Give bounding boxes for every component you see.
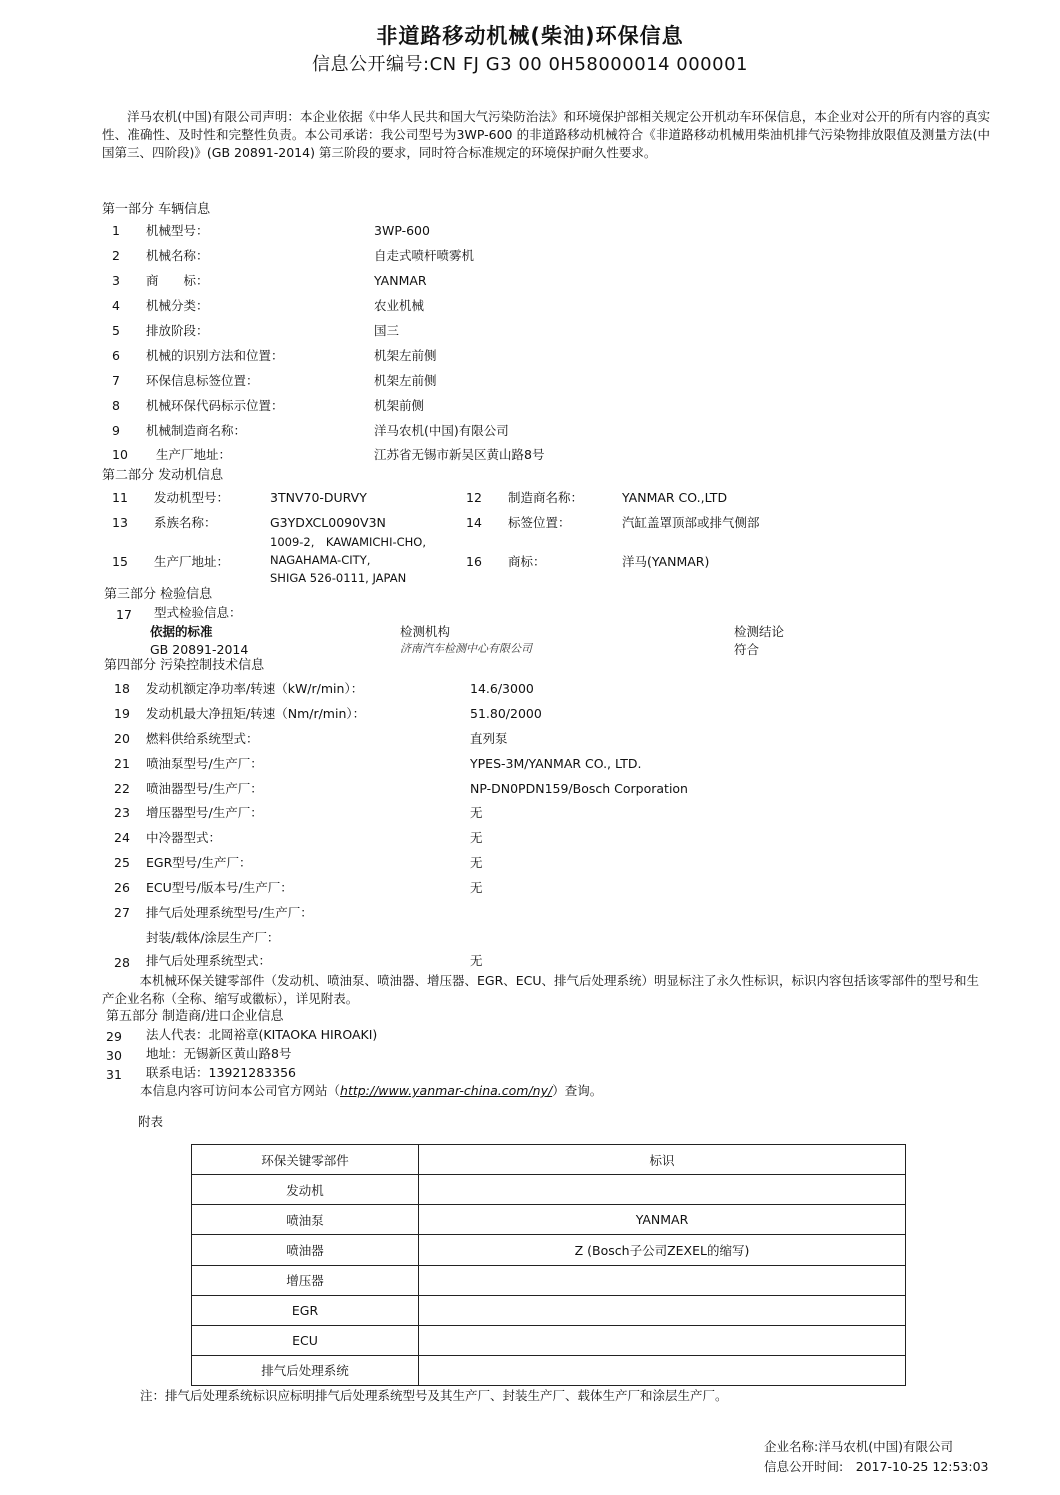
standard-value: GB 20891-2014 <box>150 642 249 657</box>
label-position-label: 标签位置： <box>508 515 571 530</box>
table-row <box>192 1235 906 1265</box>
aftertreatment-coating-label: 封装/载体/涂层生产厂： <box>146 930 280 945</box>
part-cell: 喷油器 <box>192 1235 419 1265</box>
standard-column-header: 依据的标准 <box>150 624 213 639</box>
plant-address-line: NAGAHAMA-CITY, <box>270 553 371 567</box>
contact-phone: 联系电话：13921283356 <box>146 1065 296 1080</box>
agency-value: 济南汽车检测中心有限公司 <box>400 642 532 655</box>
mark-cell <box>419 1325 906 1355</box>
website-line <box>140 1083 602 1098</box>
appendix-footnote: 注：排气后处理系统标识应标明排气后处理系统型号及其生产厂、封装生产厂、载体生产厂和涂层生产厂。 <box>140 1388 728 1403</box>
row-label: 喷油泵型号/生产厂： <box>146 756 263 771</box>
row-value: 3WP-600 <box>374 223 430 238</box>
row-value: 无 <box>470 880 483 895</box>
part5-heading: 第五部分 制造商/进口企业信息 <box>106 1009 284 1024</box>
row-number: 22 <box>114 781 130 796</box>
row-number: 25 <box>114 855 130 870</box>
agency-column-header: 检测机构 <box>400 624 451 639</box>
permanent-marking-note: 本机械环保关键零部件（发动机、喷油泵、喷油器、增压器、EGR、ECU、排气后处理系统）明显标注了永久性标识，标识内容包括该零部件的型号和生产企业名称（全称、缩写或徽标），详见附表。 <box>102 973 980 1006</box>
row-number: 6 <box>112 348 120 363</box>
part1-heading: 第一部分 车辆信息 <box>102 202 211 217</box>
type-test-label: 型式检验信息： <box>154 605 242 620</box>
table-row <box>192 1265 906 1295</box>
table-row <box>192 1205 906 1235</box>
website-prefix: 本信息内容可访问本公司官方网站（ <box>140 1083 341 1098</box>
row-value: 机架左前侧 <box>374 373 437 388</box>
trademark-value: 洋马(YANMAR) <box>622 554 710 569</box>
plant-address-line: 1009-2, KAWAMICHI-CHO, <box>270 535 426 549</box>
row-label: 机械名称： <box>146 248 209 263</box>
row-number: 17 <box>116 607 132 622</box>
part-cell: EGR <box>192 1295 419 1325</box>
plant-address-line: SHIGA 526-0111, JAPAN <box>270 571 407 585</box>
row-label: 中冷器型式： <box>146 830 222 845</box>
row-value: 江苏省无锡市新吴区黄山路8号 <box>374 447 545 462</box>
row-label: 增压器型号/生产厂： <box>146 805 263 820</box>
footer-date: 信息公开时间: 2017-10-25 12:53:03 <box>764 1459 989 1474</box>
row-label: 机械的识别方法和位置： <box>146 348 284 363</box>
family-name-value: G3YDXCL0090V3N <box>270 515 386 530</box>
row-value: YANMAR <box>374 273 427 288</box>
table-row <box>192 1325 906 1355</box>
part2-heading: 第二部分 发动机信息 <box>102 468 224 483</box>
aftertreatment-type-label: 排气后处理系统型式： <box>146 953 272 968</box>
part-cell: 喷油泵 <box>192 1205 419 1235</box>
part4-heading: 第四部分 污染控制技术信息 <box>104 658 265 673</box>
row-number: 10 <box>112 447 128 462</box>
row-value: 机架前侧 <box>374 398 425 413</box>
part-cell: 发动机 <box>192 1175 419 1205</box>
column-header-part: 环保关键零部件 <box>192 1145 419 1175</box>
mark-cell: YANMAR <box>419 1205 906 1235</box>
row-number: 29 <box>106 1029 122 1044</box>
row-number: 21 <box>114 756 130 771</box>
part-cell: 增压器 <box>192 1265 419 1295</box>
mark-cell <box>419 1175 906 1205</box>
row-label: ECU型号/版本号/生产厂： <box>146 880 293 895</box>
row-label: 发动机额定净功率/转速（kW/r/min）： <box>146 681 364 696</box>
row-label: 燃料供给系统型式： <box>146 731 259 746</box>
engine-model-value: 3TNV70-DURVY <box>270 490 367 505</box>
row-value: 国三 <box>374 323 400 338</box>
document-title: 非道路移动机械(柴油)环保信息 <box>376 24 684 48</box>
row-number: 16 <box>466 554 482 569</box>
mark-cell <box>419 1295 906 1325</box>
row-value: 无 <box>470 855 483 870</box>
row-number: 12 <box>466 490 482 505</box>
row-number: 30 <box>106 1048 122 1063</box>
row-number: 23 <box>114 805 130 820</box>
plant-address-label: 生产厂地址： <box>154 554 230 569</box>
label-position-value: 汽缸盖罩顶部或排气侧部 <box>622 515 760 530</box>
result-value: 符合 <box>734 642 760 657</box>
row-number: 13 <box>112 515 128 530</box>
website-link[interactable]: http://www.yanmar-china.com/ny/ <box>340 1083 553 1098</box>
aftertreatment-type-value: 无 <box>470 953 483 968</box>
row-value: 直列泵 <box>470 731 508 746</box>
result-column-header: 检测结论 <box>734 624 785 639</box>
row-number: 3 <box>112 273 120 288</box>
company-address: 地址：无锡新区黄山路8号 <box>146 1046 292 1061</box>
manufacturer-value: YANMAR CO.,LTD <box>622 490 728 505</box>
row-value: 无 <box>470 830 483 845</box>
row-label: 机械制造商名称： <box>146 423 247 438</box>
row-number: 20 <box>114 731 130 746</box>
row-value: 洋马农机(中国)有限公司 <box>374 423 509 438</box>
engine-model-label: 发动机型号： <box>154 490 230 505</box>
mark-cell: Z (Bosch子公司ZEXEL的缩写) <box>419 1235 906 1265</box>
row-number: 15 <box>112 554 128 569</box>
row-value: NP-DN0PDN159/Bosch Corporation <box>470 781 688 796</box>
row-number: 11 <box>112 490 128 505</box>
row-label: 机械型号： <box>146 223 209 238</box>
declaration-statement: 洋马农机(中国)有限公司声明：本企业依据《中华人民共和国大气污染防治法》和环境保护部相关规定公开机动车环保信息，本企业对公开的所有内容的真实性、准确性、及时性和完整性负责。本公司承诺：我公司型号为3WP-600 的非道路移动机械符合《非道路移动机械用柴油机排气污染物排放限值及测量方法(中国第三、四阶段)》(GB 20891-2014) 第三阶段的要求，同时符合标准规定的环境保护耐久性要求。 <box>102 109 990 160</box>
row-value: 51.80/2000 <box>470 706 542 721</box>
legal-representative: 法人代表：北岡裕章(KITAOKA HIROAKI) <box>146 1027 378 1042</box>
row-value: 机架左前侧 <box>374 348 437 363</box>
family-name-label: 系族名称： <box>154 515 217 530</box>
row-number: 27 <box>114 905 130 920</box>
table-header-row <box>192 1145 906 1175</box>
table-row <box>192 1175 906 1205</box>
row-number: 7 <box>112 373 120 388</box>
row-number: 24 <box>114 830 130 845</box>
row-label: 生产厂地址： <box>156 447 232 462</box>
row-number: 14 <box>466 515 482 530</box>
table-row <box>192 1295 906 1325</box>
aftertreatment-model-label: 排气后处理系统型号/生产厂： <box>146 905 313 920</box>
row-number: 5 <box>112 323 120 338</box>
row-number: 1 <box>112 223 120 238</box>
column-header-mark: 标识 <box>419 1145 906 1175</box>
row-value: 农业机械 <box>374 298 425 313</box>
row-number: 19 <box>114 706 130 721</box>
row-label: 机械环保代码标示位置： <box>146 398 284 413</box>
mark-cell <box>419 1355 906 1385</box>
row-label: 商 标： <box>146 273 209 288</box>
row-number: 2 <box>112 248 120 263</box>
part3-heading: 第三部分 检验信息 <box>104 587 213 602</box>
row-label: 环保信息标签位置： <box>146 373 259 388</box>
trademark-label: 商标： <box>508 554 546 569</box>
row-number: 28 <box>114 955 130 970</box>
row-value: 14.6/3000 <box>470 681 534 696</box>
table-row <box>192 1355 906 1385</box>
part-cell: 排气后处理系统 <box>192 1355 419 1385</box>
row-number: 8 <box>112 398 120 413</box>
info-disclosure-number: 信息公开编号:CN FJ G3 00 0H58000014 000001 <box>312 54 748 75</box>
row-number: 4 <box>112 298 120 313</box>
row-number: 18 <box>114 681 130 696</box>
row-label: EGR型号/生产厂： <box>146 855 252 870</box>
row-value: YPES-3M/YANMAR CO., LTD. <box>470 756 642 771</box>
appendix-label: 附表 <box>138 1114 164 1129</box>
row-value: 无 <box>470 805 483 820</box>
row-number: 26 <box>114 880 130 895</box>
part-cell: ECU <box>192 1325 419 1355</box>
appendix-table <box>191 1144 906 1386</box>
footer-company: 企业名称:洋马农机(中国)有限公司 <box>764 1439 953 1454</box>
website-suffix: ）查询。 <box>552 1083 603 1098</box>
row-label: 机械分类： <box>146 298 209 313</box>
row-number: 31 <box>106 1067 122 1082</box>
row-value: 自走式喷杆喷雾机 <box>374 248 475 263</box>
row-number: 9 <box>112 423 120 438</box>
row-label: 发动机最大净扭矩/转速（Nm/r/min）： <box>146 706 366 721</box>
row-label: 喷油器型号/生产厂： <box>146 781 263 796</box>
mark-cell <box>419 1265 906 1295</box>
manufacturer-label: 制造商名称： <box>508 490 584 505</box>
row-label: 排放阶段： <box>146 323 209 338</box>
